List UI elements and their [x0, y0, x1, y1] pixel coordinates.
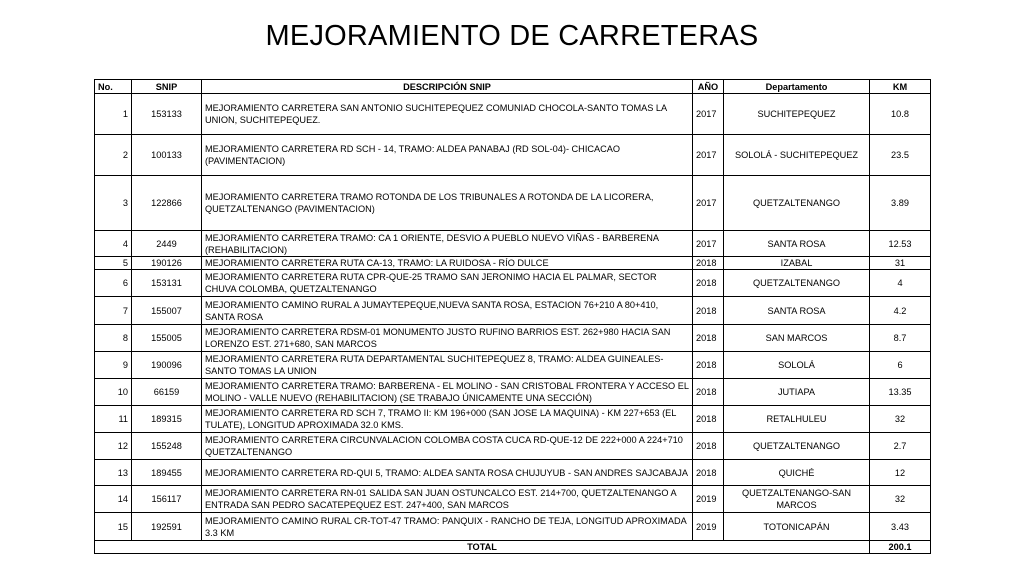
- row-description: MEJORAMIENTO CARRETERA RN-01 SALIDA SAN JUAN OSTUNCALCO EST. 214+700, QUETZALTENANGO A ENTRADA SAN PEDRO SACATEPEQUEZ EST. 247+400, SAN MARCOS: [202, 486, 693, 513]
- row-number: 9: [95, 352, 132, 379]
- row-km: 12: [870, 460, 931, 486]
- row-department: QUETZALTENANGO: [724, 270, 870, 297]
- row-description: MEJORAMIENTO CAMINO RURAL CR-TOT-47 TRAMO: PANQUIX - RANCHO DE TEJA, LONGITUD APROXIMADA 3.3 KM: [202, 513, 693, 541]
- table-row: [95, 486, 931, 513]
- row-year: 2018: [693, 257, 724, 270]
- row-number: 1: [95, 94, 132, 135]
- row-snip: 100133: [132, 135, 202, 176]
- table-row: [95, 513, 931, 541]
- row-year: 2018: [693, 270, 724, 297]
- row-department: RETALHULEU: [724, 406, 870, 433]
- row-year: 2018: [693, 297, 724, 325]
- row-year: 2018: [693, 460, 724, 486]
- table-row: [95, 176, 931, 231]
- roads-table: [94, 79, 931, 554]
- row-snip: 2449: [132, 231, 202, 257]
- total-row: [95, 541, 931, 554]
- row-department: SANTA ROSA: [724, 231, 870, 257]
- header-km: KM: [870, 80, 931, 94]
- row-year: 2018: [693, 406, 724, 433]
- row-km: 8.7: [870, 325, 931, 352]
- row-number: 3: [95, 176, 132, 231]
- row-year: 2018: [693, 379, 724, 406]
- row-description: MEJORAMIENTO CARRETERA CIRCUNVALACION COLOMBA COSTA CUCA RD-QUE-12 DE 222+000 A 224+710 QUETZALTENANGO: [202, 433, 693, 460]
- row-number: 7: [95, 297, 132, 325]
- row-department: SUCHITEPEQUEZ: [724, 94, 870, 135]
- table-row: [95, 297, 931, 325]
- row-description: MEJORAMIENTO CARRETERA RUTA DEPARTAMENTAL SUCHITEPEQUEZ 8, TRAMO: ALDEA GUINEALES-SANTO TOMAS LA UNION: [202, 352, 693, 379]
- table-row: [95, 257, 931, 270]
- row-number: 5: [95, 257, 132, 270]
- row-km: 2.7: [870, 433, 931, 460]
- row-km: 12.53: [870, 231, 931, 257]
- row-snip: 155007: [132, 297, 202, 325]
- row-description: MEJORAMIENTO CARRETERA TRAMO: BARBERENA - EL MOLINO - SAN CRISTOBAL FRONTERA Y ACCESO EL MOLINO - VALLE NUEVO (REHABILITACION) (SE TRABAJO ÚNICAMENTE UNA SECCIÓN): [202, 379, 693, 406]
- row-description: MEJORAMIENTO CARRETERA RUTA CPR-QUE-25 TRAMO SAN JERONIMO HACIA EL PALMAR, SECTOR CHUVA COLOMBA, QUETZALTENANGO: [202, 270, 693, 297]
- table-row: [95, 135, 931, 176]
- total-km: 200.1: [870, 541, 931, 554]
- row-number: 10: [95, 379, 132, 406]
- table-row: [95, 406, 931, 433]
- row-number: 14: [95, 486, 132, 513]
- row-snip: 66159: [132, 379, 202, 406]
- table-row: [95, 325, 931, 352]
- row-number: 11: [95, 406, 132, 433]
- row-km: 6: [870, 352, 931, 379]
- row-description: MEJORAMIENTO CARRETERA SAN ANTONIO SUCHITEPEQUEZ COMUNIAD CHOCOLA-SANTO TOMAS LA UNION, SUCHITEPEQUEZ.: [202, 94, 693, 135]
- header-no: No.: [95, 80, 132, 94]
- row-description: MEJORAMIENTO CARRETERA RUTA CA-13, TRAMO: LA RUIDOSA - RÍO DULCE: [202, 257, 693, 270]
- header-department: Departamento: [724, 80, 870, 94]
- row-department: QUETZALTENANGO-SAN MARCOS: [724, 486, 870, 513]
- row-department: IZABAL: [724, 257, 870, 270]
- row-department: QUETZALTENANGO: [724, 433, 870, 460]
- row-km: 32: [870, 406, 931, 433]
- header-description: DESCRIPCIÓN SNIP: [202, 80, 693, 94]
- row-km: 3.43: [870, 513, 931, 541]
- row-year: 2018: [693, 352, 724, 379]
- table-header-row: [95, 80, 931, 94]
- row-description: MEJORAMIENTO CAMINO RURAL A JUMAYTEPEQUE,NUEVA SANTA ROSA, ESTACION 76+210 A 80+410, SANTA ROSA: [202, 297, 693, 325]
- row-department: SANTA ROSA: [724, 297, 870, 325]
- row-department: QUETZALTENANGO: [724, 176, 870, 231]
- table-row: [95, 270, 931, 297]
- row-km: 13.35: [870, 379, 931, 406]
- row-snip: 153133: [132, 94, 202, 135]
- row-number: 12: [95, 433, 132, 460]
- table-row: [95, 379, 931, 406]
- row-number: 15: [95, 513, 132, 541]
- row-description: MEJORAMIENTO CARRETERA RD-QUI 5, TRAMO: ALDEA SANTA ROSA CHUJUYUB - SAN ANDRES SAJCABAJA: [202, 460, 693, 486]
- row-number: 8: [95, 325, 132, 352]
- row-number: 4: [95, 231, 132, 257]
- row-snip: 189315: [132, 406, 202, 433]
- table-row: [95, 231, 931, 257]
- table-row: [95, 352, 931, 379]
- row-snip: 190126: [132, 257, 202, 270]
- row-department: SOLOLÁ: [724, 352, 870, 379]
- row-year: 2018: [693, 433, 724, 460]
- row-km: 4: [870, 270, 931, 297]
- row-description: MEJORAMIENTO CARRETERA RD SCH - 14, TRAMO: ALDEA PANABAJ (RD SOL-04)- CHICACAO (PAVIMENTACION): [202, 135, 693, 176]
- page-title: MEJORAMIENTO DE CARRETERAS: [265, 20, 759, 52]
- row-snip: 156117: [132, 486, 202, 513]
- row-snip: 155005: [132, 325, 202, 352]
- row-snip: 189455: [132, 460, 202, 486]
- row-km: 4.2: [870, 297, 931, 325]
- row-snip: 155248: [132, 433, 202, 460]
- header-year: AÑO: [693, 80, 724, 94]
- row-description: MEJORAMIENTO CARRETERA RDSM-01 MONUMENTO JUSTO RUFINO BARRIOS EST. 262+980 HACIA SAN LORENZO EST. 271+680, SAN MARCOS: [202, 325, 693, 352]
- row-number: 6: [95, 270, 132, 297]
- row-year: 2019: [693, 513, 724, 541]
- row-year: 2017: [693, 231, 724, 257]
- row-km: 10.8: [870, 94, 931, 135]
- header-snip: SNIP: [132, 80, 202, 94]
- row-department: QUICHÉ: [724, 460, 870, 486]
- row-number: 13: [95, 460, 132, 486]
- row-description: MEJORAMIENTO CARRETERA TRAMO ROTONDA DE LOS TRIBUNALES A ROTONDA DE LA LICORERA, QUETZALTENANGO (PAVIMENTACION): [202, 176, 693, 231]
- row-description: MEJORAMIENTO CARRETERA RD SCH 7, TRAMO II: KM 196+000 (SAN JOSE LA MAQUINA) - KM 227+653 (EL TULATE), LONGITUD APROXIMADA 32.0 KMS.: [202, 406, 693, 433]
- row-department: JUTIAPA: [724, 379, 870, 406]
- row-year: 2019: [693, 486, 724, 513]
- row-snip: 122866: [132, 176, 202, 231]
- row-year: 2018: [693, 325, 724, 352]
- row-snip: 192591: [132, 513, 202, 541]
- table-row: [95, 94, 931, 135]
- row-km: 23.5: [870, 135, 931, 176]
- row-department: SOLOLÁ - SUCHITEPEQUEZ: [724, 135, 870, 176]
- row-km: 32: [870, 486, 931, 513]
- row-description: MEJORAMIENTO CARRETERA TRAMO: CA 1 ORIENTE, DESVIO A PUEBLO NUEVO VIÑAS - BARBERENA (REHABILITACION): [202, 231, 693, 257]
- row-department: TOTONICAPÁN: [724, 513, 870, 541]
- row-km: 3.89: [870, 176, 931, 231]
- row-km: 31: [870, 257, 931, 270]
- row-snip: 190096: [132, 352, 202, 379]
- table-row: [95, 460, 931, 486]
- row-department: SAN MARCOS: [724, 325, 870, 352]
- total-label: TOTAL: [95, 541, 870, 554]
- row-snip: 153131: [132, 270, 202, 297]
- row-year: 2017: [693, 176, 724, 231]
- row-number: 2: [95, 135, 132, 176]
- table-row: [95, 433, 931, 460]
- row-year: 2017: [693, 94, 724, 135]
- row-year: 2017: [693, 135, 724, 176]
